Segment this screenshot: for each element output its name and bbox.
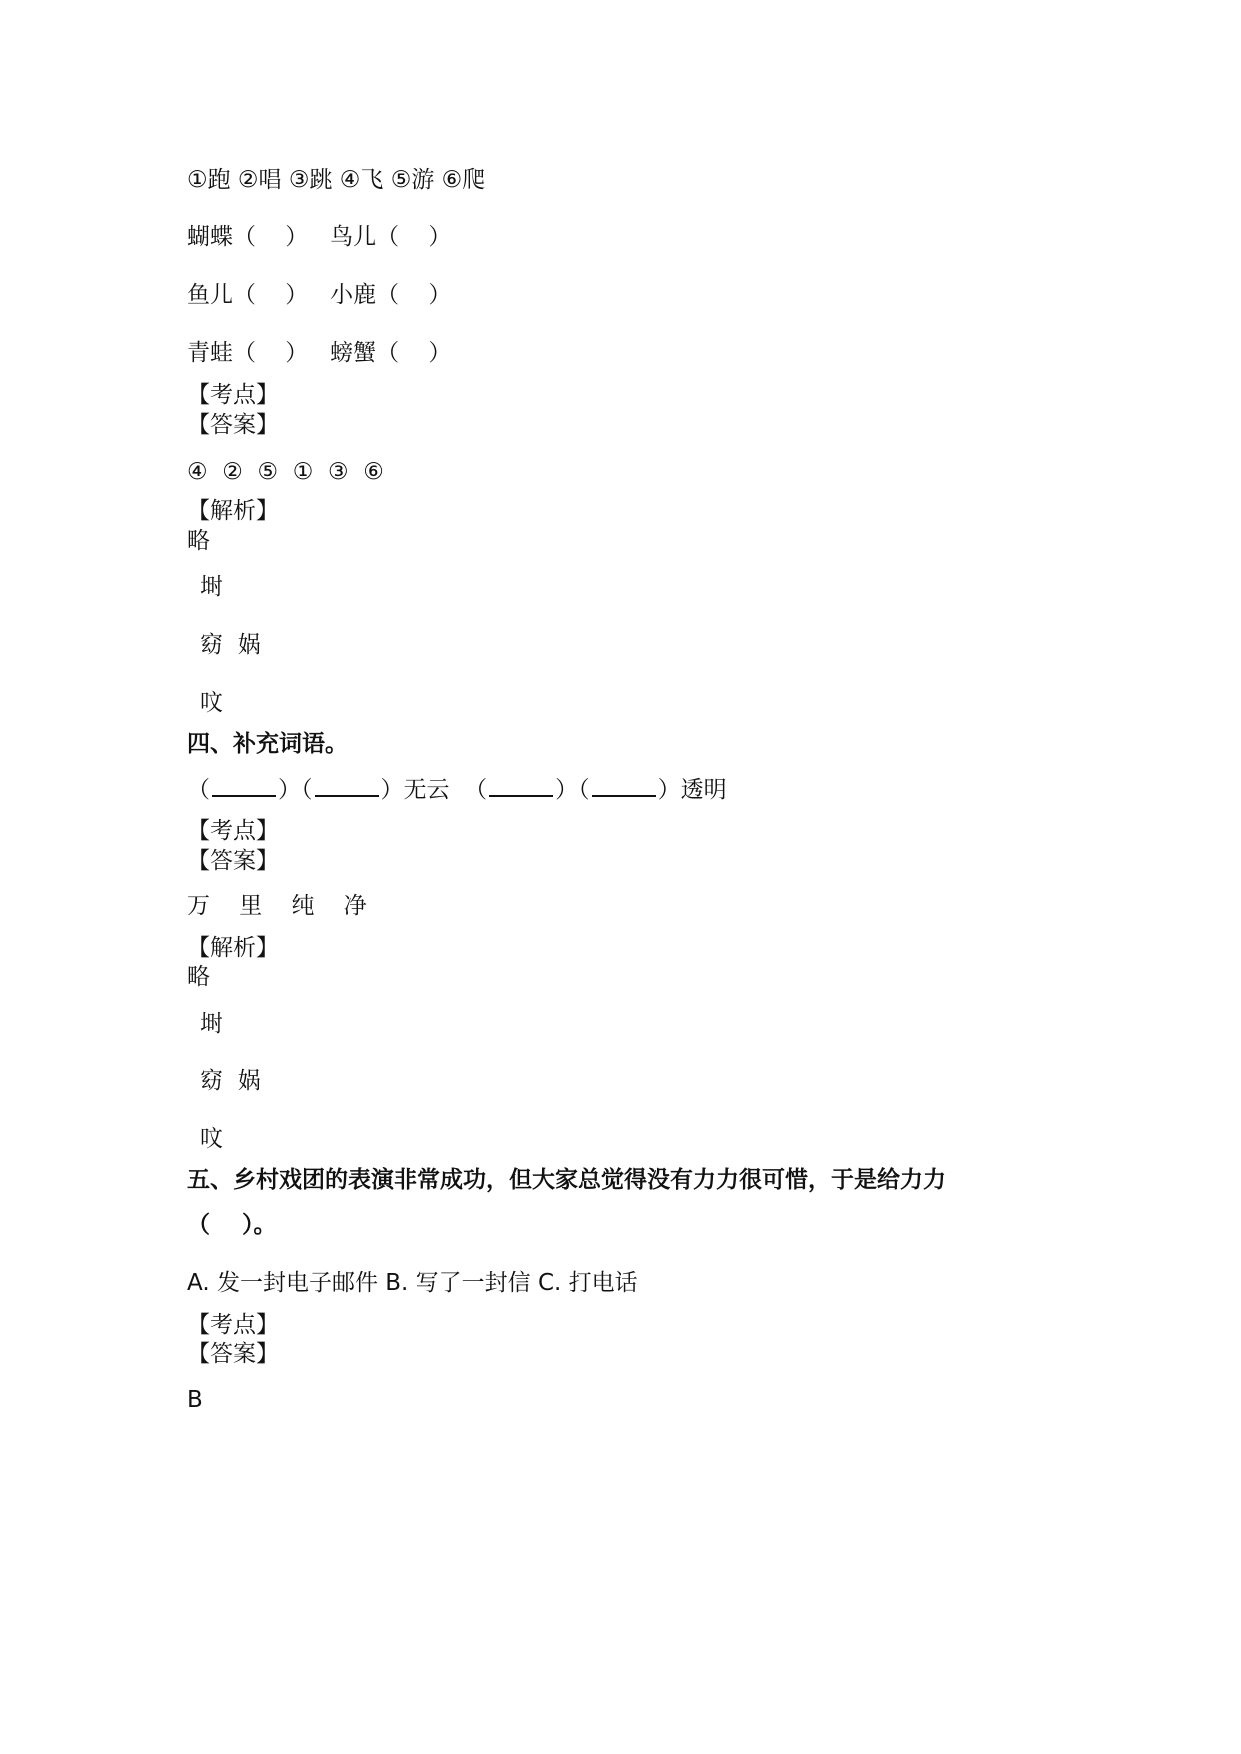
q4-answer: 万 里 纯 净 (187, 893, 367, 919)
q3-daan-label: 【答案】 (187, 412, 279, 438)
q5-daan-label: 【答案】 (187, 1341, 279, 1367)
q3-jiexi-label: 【解析】 (187, 498, 279, 524)
q3-glyph-1: 埘 (200, 574, 223, 600)
q3-row-2: 鱼儿（ ） 小鹿（ ） (187, 282, 452, 308)
q4-blank-4[interactable] (592, 775, 656, 797)
q3-kaodian-label: 【考点】 (187, 382, 279, 408)
q5-title-line-2: （ ）。 (187, 1212, 277, 1238)
q4-daan-label: 【答案】 (187, 848, 279, 874)
q4-glyph-2: 窈 娲 (200, 1068, 261, 1094)
q4-glyph-3: 呅 (200, 1126, 223, 1152)
q4-jiexi-label: 【解析】 (187, 935, 279, 961)
q5-kaodian-label: 【考点】 (187, 1312, 279, 1338)
q4-close-1: ）无云 （ (380, 777, 488, 803)
q5-choices: A. 发一封电子邮件 B. 写了一封信 C. 打电话 (187, 1270, 638, 1296)
q3-glyph-2: 窈 娲 (200, 632, 261, 658)
q4-jiexi-text: 略 (187, 964, 210, 990)
q4-close-2: ）透明 (657, 777, 727, 803)
q4-blank-1[interactable] (212, 775, 276, 797)
q3-row-1: 蝴蝶（ ） 鸟儿（ ） (187, 224, 452, 250)
q4-title: 四、补充词语。 (187, 731, 348, 757)
q4-fill-line (187, 775, 727, 805)
q4-blank-2[interactable] (315, 775, 379, 797)
q4-kaodian-label: 【考点】 (187, 818, 279, 844)
q3-answer: ④ ② ⑤ ① ③ ⑥ (187, 459, 384, 485)
q5-answer: B (187, 1387, 203, 1413)
q3-jiexi-text: 略 (187, 528, 210, 554)
q4-mid-2: ）（ (555, 777, 590, 803)
q4-glyph-1: 埘 (200, 1011, 223, 1037)
q4-blank-3[interactable] (489, 775, 553, 797)
q3-glyph-3: 呅 (200, 690, 223, 716)
q3-options: ①跑 ②唱 ③跳 ④飞 ⑤游 ⑥爬 (187, 167, 486, 193)
q5-title-line-1: 五、乡村戏团的表演非常成功，但大家总觉得没有力力很可惜，于是给力力 (187, 1167, 946, 1193)
q4-open-1: （ (187, 777, 210, 803)
q4-mid-1: ）（ (278, 777, 313, 803)
q3-row-3: 青蛙（ ） 螃蟹（ ） (187, 340, 452, 366)
